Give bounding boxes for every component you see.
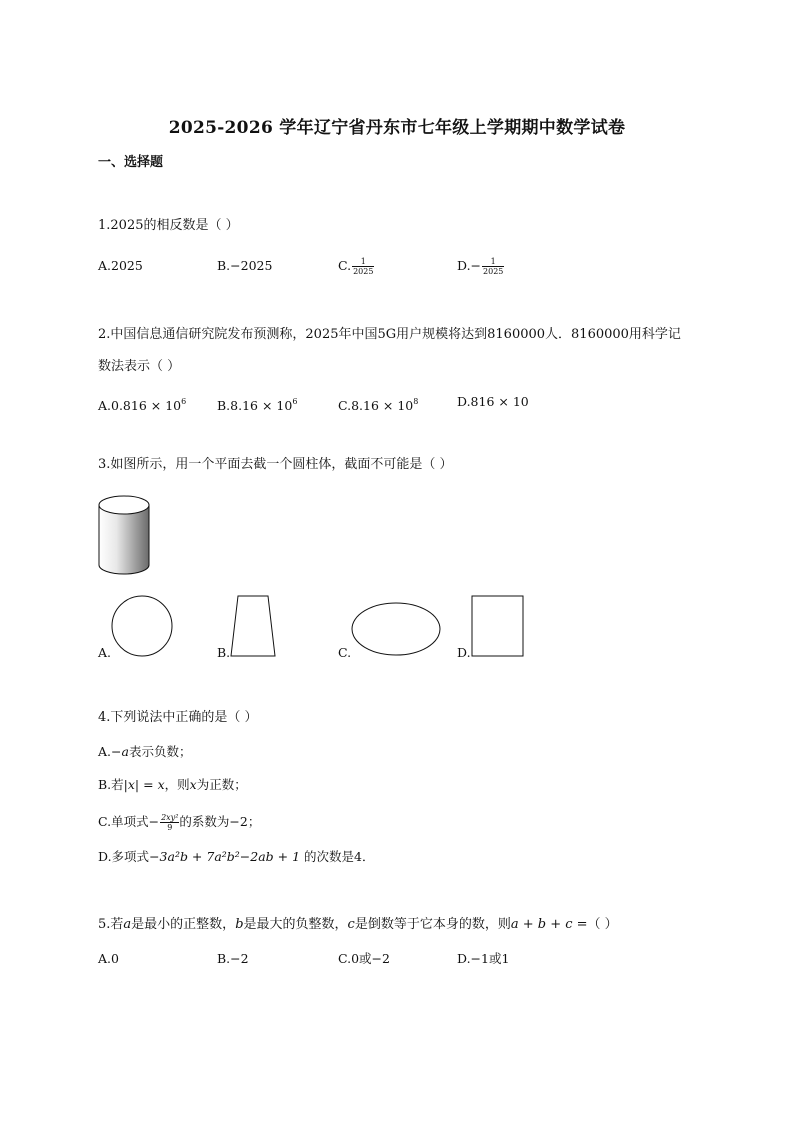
fraction-denominator: 9 [160, 822, 179, 832]
q3-option-c-label: C. [338, 645, 352, 660]
fraction-numerator: 1 [360, 257, 366, 266]
q4-option-d-polynomial: −3a²b + 7a²b²−2ab + 1 [149, 849, 301, 864]
fraction-denominator: 2025 [483, 267, 504, 276]
q1-option-d [457, 256, 504, 276]
q4-option-d-prefix: D.多项式 [98, 849, 150, 864]
q3-option-c-ellipse [351, 602, 443, 658]
q5-variable-a: a [123, 917, 132, 932]
q3-option-d-label: D. [457, 645, 471, 660]
q4-option-b-math: |x| = x [123, 777, 165, 792]
q1-option-d-fraction [482, 257, 504, 276]
q2-option-a-exponent: 6 [181, 397, 187, 406]
question-4-stem: 4.下列说法中正确的是（ ） [98, 710, 258, 725]
q5-option-a: A.0 [98, 951, 119, 966]
question-3-stem: 3.如图所示，用一个平面去截一个圆柱体，截面不可能是（ ） [98, 457, 453, 472]
q1-option-a: A.2025 [98, 258, 143, 273]
section-heading: 一、选择题 [98, 155, 164, 170]
question-2-stem-line-2: 数法表示（ ） [98, 359, 181, 374]
q1-option-c-fraction [352, 257, 374, 276]
q2-option-c [338, 392, 418, 416]
q4-option-c [98, 812, 260, 832]
q5-option-c: C.0或−2 [338, 951, 390, 966]
q5-option-b: B.−2 [217, 951, 249, 966]
q3-option-a-circle [111, 595, 173, 657]
q4-option-b-prefix: B.若 [98, 777, 124, 792]
q4-option-a-variable: a [121, 744, 129, 759]
q5-stem-start: 5.若 [98, 917, 124, 932]
q2-option-d: D.816 × 10 [457, 394, 529, 409]
q5-stem-part-2: 是最大的负整数， [243, 917, 348, 932]
q5-stem-part-3: 是倒数等于它本身的数，则 [354, 917, 511, 932]
q2-option-b [217, 392, 297, 416]
q1-option-c-label: C. [338, 258, 352, 273]
q2-option-c-base: C.8.16 × 10 [338, 398, 414, 413]
q5-variable-b: b [235, 917, 244, 932]
fraction-numerator: 2xy² [161, 813, 179, 822]
q3-option-a-label: A. [98, 645, 112, 660]
q4-option-c-text: 的系数为−2； [179, 814, 261, 829]
q2-option-c-exponent: 8 [413, 397, 419, 406]
q4-option-a-text: 表示负数； [128, 744, 192, 759]
q4-option-c-prefix: C.单项式− [98, 814, 160, 829]
q2-option-b-base: B.8.16 × 10 [217, 398, 293, 413]
q1-option-d-label: D.− [457, 258, 482, 273]
q4-option-d [98, 847, 375, 867]
q2-option-a [98, 392, 186, 416]
q2-option-a-base: A.0.816 × 10 [98, 398, 182, 413]
fraction-denominator: 2025 [353, 267, 374, 276]
q1-option-b: B.−2025 [217, 258, 273, 273]
question-2-stem-line-1: 2.中国信息通信研究院发布预测称，2025年中国5G用户规模将达到8160000人．8160000用科学记 [98, 327, 681, 342]
q5-option-d: D.−1或1 [457, 951, 510, 966]
q4-option-a-prefix: A.− [98, 744, 122, 759]
exam-title: 2025-2026 学年辽宁省丹东市七年级上学期期中数学试卷 [168, 118, 626, 138]
q5-expression: a + b + c = [510, 917, 588, 932]
q5-stem-end: （ ） [587, 917, 618, 932]
q4-option-b-text: 为正数； [196, 777, 247, 792]
q5-stem-part-1: 是最小的正整数， [131, 917, 236, 932]
q5-variable-c: c [347, 917, 355, 932]
question-1-stem: 1.2025的相反数是（ ） [98, 218, 239, 233]
q3-option-b-trapezoid [230, 595, 276, 657]
q1-option-c [338, 256, 374, 276]
cylinder-figure [95, 490, 155, 580]
q3-option-b-label: B. [217, 645, 231, 660]
q4-option-b [98, 775, 247, 795]
question-5-stem [98, 915, 618, 935]
q4-option-b-mid: ，则 [164, 777, 190, 792]
q4-option-c-fraction [160, 813, 179, 832]
q3-option-d-rectangle [471, 595, 524, 657]
q4-option-a [98, 742, 191, 762]
q4-option-d-text: 的次数是4． [300, 849, 375, 864]
q2-option-b-exponent: 6 [292, 397, 298, 406]
fraction-numerator: 1 [490, 257, 496, 266]
q4-option-b-variable: x [189, 777, 197, 792]
